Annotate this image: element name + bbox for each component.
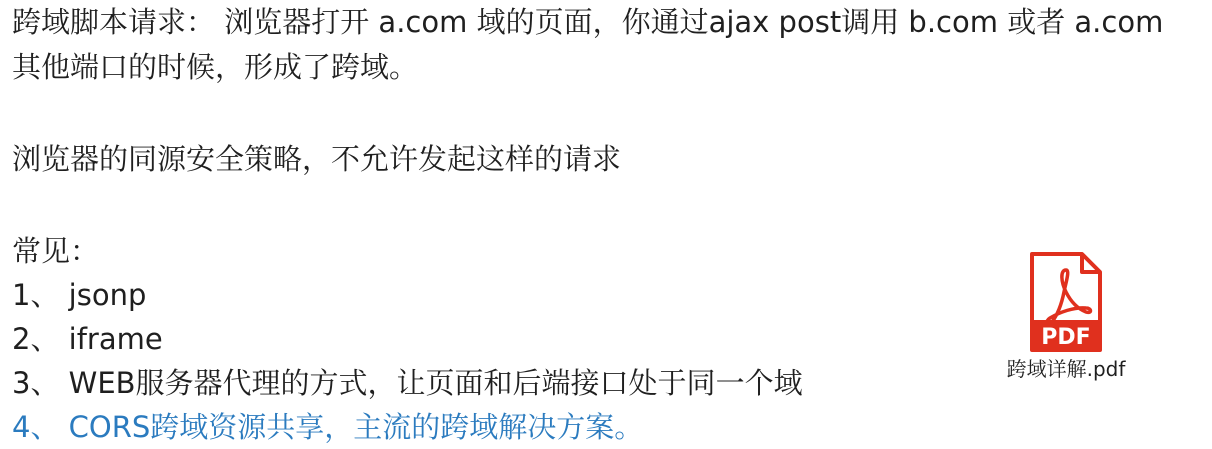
list-item-web-proxy: 3、 WEB服务器代理的方式，让页面和后端接口处于同一个域 bbox=[12, 366, 803, 400]
common-heading: 常见： bbox=[12, 234, 100, 268]
attachment-file-name[interactable]: 跨域详解.pdf bbox=[1006, 357, 1126, 381]
pdf-file-icon bbox=[1030, 252, 1102, 352]
list-item-cors: 4、 CORS跨域资源共享，主流的跨域解决方案。 bbox=[12, 410, 644, 444]
blank-line bbox=[12, 182, 1207, 229]
pdf-icon-label: PDF bbox=[1041, 325, 1091, 350]
list-item-jsonp: 1、 jsonp bbox=[12, 278, 147, 312]
blank-line bbox=[12, 90, 1207, 137]
paragraph-cross-domain-line2: 其他端口的时候，形成了跨域。 bbox=[12, 50, 419, 84]
list-item-iframe: 2、 iframe bbox=[12, 322, 163, 356]
paragraph-same-origin-policy: 浏览器的同源安全策略，不允许发起这样的请求 bbox=[12, 142, 622, 176]
pdf-attachment[interactable] bbox=[996, 252, 1136, 382]
paragraph-cross-domain-line1: 跨域脚本请求： 浏览器打开 a.com 域的页面，你通过ajax post调用 b.com 或者 a.com bbox=[12, 5, 1164, 39]
